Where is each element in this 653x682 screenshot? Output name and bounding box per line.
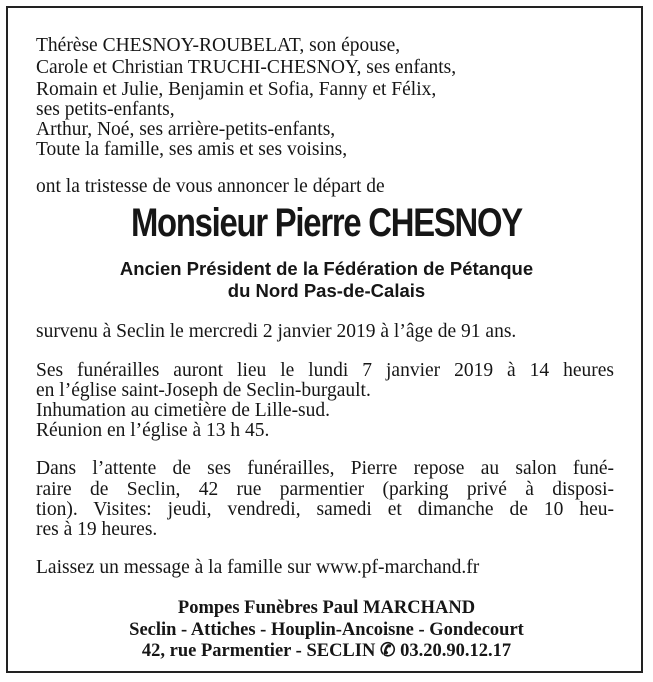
rest-line: res à 19 heures.: [36, 519, 158, 540]
rest-line: tion). Visites: jeudi, vendredi, samedi et dimanche de 10 heu-: [36, 499, 614, 520]
funeral-line: en l’église saint-Joseph de Seclin-burgault.: [36, 380, 371, 401]
deceased-title-line-2: du Nord Pas-de-Calais: [227, 280, 426, 301]
funeral-line: Ses funérailles auront lieu le lundi 7 janvier 2019 à 14 heures: [36, 360, 614, 381]
family-line: Toute la famille, ses amis et ses voisins,: [36, 139, 348, 160]
death-notice: survenu à Seclin le mercredi 2 janvier 2019 à l’âge de 91 ans.: [36, 321, 517, 342]
message-line: Laissez un message à la famille sur www.pf-marchand.fr: [36, 557, 480, 578]
family-line: Arthur, Noé, ses arrière-petits-enfants,: [36, 119, 336, 140]
funeral-line: Inhumation au cimetière de Lille-sud.: [36, 400, 331, 421]
funeral-home-address: 42, rue Parmentier - SECLIN ✆ 03.20.90.12.17: [141, 641, 512, 661]
deceased-name: Monsieur Pierre CHESNOY: [130, 201, 522, 245]
family-line: Carole et Christian TRUCHI-CHESNOY, ses enfants,: [36, 57, 457, 78]
family-line: Romain et Julie, Benjamin et Sofia, Fanny et Félix,: [36, 79, 437, 100]
funeral-home-locations: Seclin - Attiches - Houplin-Ancoisne - Gondecourt: [129, 620, 524, 640]
funeral-home-name: Pompes Funèbres Paul MARCHAND: [177, 598, 476, 618]
family-line: ses petits-enfants,: [36, 99, 175, 120]
rest-line: Dans l’attente de ses funérailles, Pierre repose au salon funé-: [36, 458, 614, 479]
family-line: Thérèse CHESNOY-ROUBELAT, son épouse,: [36, 35, 401, 56]
deceased-title-line-1: Ancien Président de la Fédération de Pétanque: [119, 258, 534, 279]
funeral-line: Réunion en l’église à 13 h 45.: [36, 420, 270, 441]
announcement-text: ont la tristesse de vous annoncer le départ de: [36, 176, 385, 197]
rest-line: raire de Seclin, 42 rue parmentier (parking privé à disposi-: [36, 479, 614, 500]
